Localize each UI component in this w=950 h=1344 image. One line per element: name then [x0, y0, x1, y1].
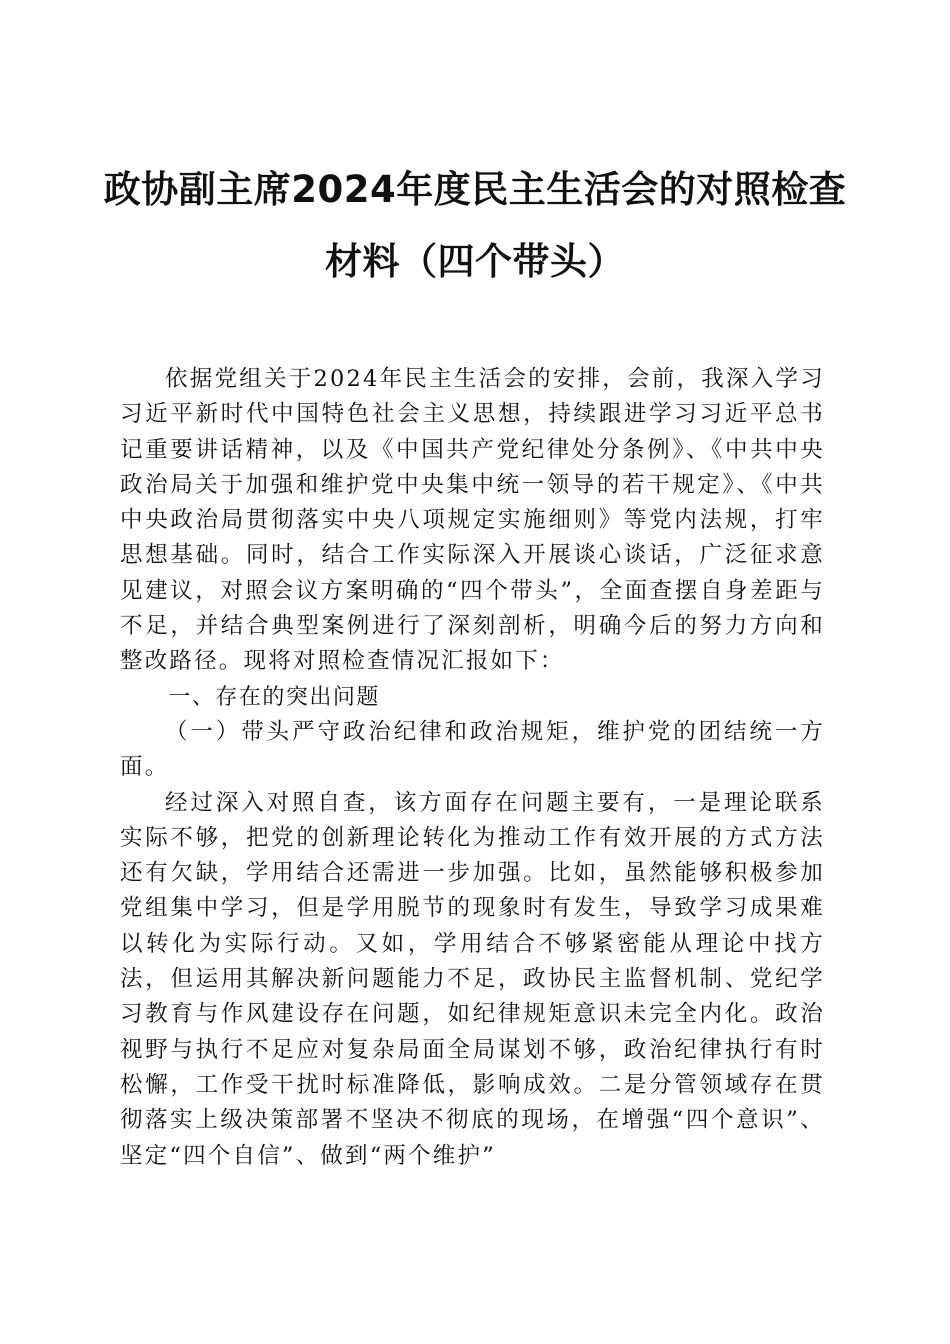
subsection-paragraph: 经过深入对照自查，该方面存在问题主要有，一是理论联系实际不够，把党的创新理论转化为推动工作有效开展的方式方法还有欠缺，学用结合还需进一步加强。比如，虽然能够积极参加党组集中学习，但是学用脱节的现象时有发生，导致学习成果难以转化为实际行动。又如，学用结合不够紧密能从理论中找方法，但运用其解决新问题能力不足，政协民主监督机制、党纪学习教育与作风建设存在问题，如纪律规矩意识未完全内化。政治视野与执行不足应对复杂局面全局谋划不够，政治纪律执行有时松懈，工作受干扰时标准降低，影响成效。二是分管领域存在贯彻落实上级决策部署不坚决不彻底的现场，在增强“四个意识”、坚定“四个自信”、做到“两个维护” — [120, 789, 825, 1169]
document-body — [120, 362, 825, 1174]
document-title-line-2: 材料（四个带头） — [325, 240, 625, 283]
document-title-line-1: 政协副主席2024年度民主生活会的对照检查 — [103, 168, 847, 211]
section-heading: 一、存在的突出问题 — [168, 684, 380, 710]
intro-paragraph: 依据党组关于2024年民主生活会的安排，会前，我深入学习习近平新时代中国特色社会主义思想，持续跟进学习习近平总书记重要讲话精神，以及《中国共产党纪律处分条例》、《中共中央政治局关于加强和维护党中央集中统一领导的若干规定》、《中共中央政治局贯彻落实中央八项规定实施细则》等党内法规，打牢思想基础。同时，结合工作实际深入开展谈心谈话，广泛征求意见建议，对照会议方案明确的“四个带头”，全面查摆自身差距与不足，并结合典型案例进行了深刻剖析，明确今后的努力方向和整改路径。现将对照检查情况汇报如下： — [120, 366, 825, 675]
subsection-heading: （一）带头严守政治纪律和政治规矩，维护党的团结统一方面。 — [120, 718, 825, 781]
